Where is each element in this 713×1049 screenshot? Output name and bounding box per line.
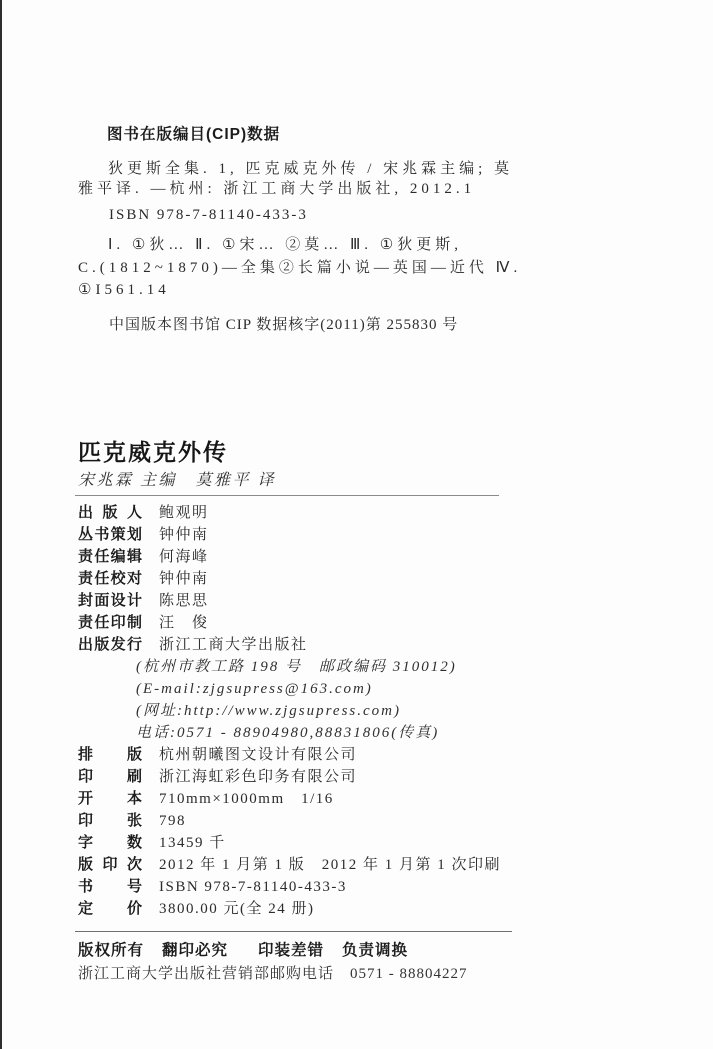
- cip-description-line: 雅平译. —杭州: 浙江工商大学出版社, 2012.1: [78, 181, 476, 197]
- colophon-row: [78, 568, 638, 590]
- colophon-label: 封面设计: [78, 592, 142, 609]
- colophon-label: 定价: [78, 900, 142, 917]
- colophon-label: 印张: [78, 812, 142, 829]
- colophon-value: 何海峰: [159, 549, 209, 565]
- notice-part: 印装差错: [258, 942, 325, 959]
- colophon-label: 开本: [78, 790, 142, 807]
- publisher-detail-line: (网址:http://www.zjgsupress.com): [136, 703, 401, 719]
- book-title: 匹克威克外传: [78, 439, 228, 465]
- notice-part: 翻印必究: [162, 942, 229, 959]
- colophon-label: 字数: [78, 834, 142, 851]
- colophon-value: 710mm×1000mm 1/16: [159, 791, 334, 807]
- colophon-row: [78, 546, 638, 568]
- colophon-label: 版印次: [78, 856, 142, 873]
- colophon-row: [78, 590, 638, 612]
- cip-block: [78, 122, 578, 335]
- colophon-label: 责任编辑: [78, 548, 142, 565]
- colophon-row: [78, 766, 638, 788]
- cip-record-number: 中国版本图书馆 CIP 数据核字(2011)第 255830 号: [109, 316, 459, 333]
- colophon-row: [78, 744, 638, 766]
- cip-description: [78, 159, 578, 199]
- colophon-value: 钟仲南: [159, 571, 209, 587]
- colophon-label: 出版发行: [78, 636, 142, 653]
- colophon-label: 责任校对: [78, 570, 142, 587]
- colophon-value: 杭州朝曦图文设计有限公司: [159, 747, 358, 763]
- colophon-value: 浙江海虹彩色印务有限公司: [159, 769, 358, 785]
- colophon-row: [78, 898, 638, 920]
- publisher-detail-line: (杭州市教工路 198 号 邮政编码 310012): [136, 659, 457, 675]
- notice-part: 负责调换: [342, 942, 409, 959]
- cip-heading: 图书在版编目(CIP)数据: [107, 126, 281, 143]
- cip-description-line: 狄更斯全集. 1, 匹克威克外传 / 宋兆霖主编; 莫: [108, 161, 514, 177]
- mail-order-line: 浙江工商大学出版社营销部邮购电话 0571 - 88804227: [78, 966, 468, 982]
- scan-left-edge: [0, 0, 2, 1049]
- colophon-value: 3800.00 元(全 24 册): [159, 901, 315, 917]
- publisher-detail-line: 电话:0571 - 88904980,88831806(传真): [136, 725, 440, 741]
- colophon-value: 陈思思: [159, 593, 209, 609]
- publisher-detail-line: (E-mail:zjgsupress@163.com): [136, 681, 373, 697]
- colophon-row: [78, 502, 638, 524]
- colophon-value: 鲍观明: [159, 505, 209, 521]
- cip-classification-line: Ⅰ. ①狄… Ⅱ. ①宋… ②莫… Ⅲ. ①狄更斯,: [108, 237, 462, 253]
- colophon-value: ISBN 978-7-81140-433-3: [159, 879, 347, 895]
- colophon-value: 浙江工商大学出版社: [159, 637, 308, 653]
- colophon-label: 排版: [78, 746, 142, 763]
- colophon-row: [78, 854, 638, 876]
- colophon-row: [78, 634, 638, 656]
- cip-classification-line: ①I561.14: [78, 282, 170, 298]
- colophon-row: [78, 524, 638, 546]
- colophon-label: 责任印制: [78, 614, 142, 631]
- colophon-label: 出版人: [78, 504, 142, 521]
- divider-rule-top: [75, 495, 499, 496]
- colophon-row: [78, 832, 638, 854]
- colophon-label: 书号: [78, 878, 142, 895]
- colophon-list: [78, 502, 638, 920]
- book-byline: 宋兆霖 主编 莫雅平 译: [78, 472, 277, 489]
- colophon-value: 13459 千: [159, 835, 226, 851]
- colophon-label: 印刷: [78, 768, 142, 785]
- copyright-notice: [78, 938, 408, 960]
- cip-isbn: ISBN 978-7-81140-433-3: [109, 207, 308, 223]
- divider-rule-bottom: [75, 931, 512, 932]
- colophon-value: 2012 年 1 月第 1 版 2012 年 1 月第 1 次印刷: [159, 857, 502, 873]
- colophon-value: 798: [159, 813, 186, 829]
- notice-part: 版权所有: [78, 942, 145, 959]
- cip-classification: [78, 234, 578, 302]
- colophon-label: 丛书策划: [78, 526, 142, 543]
- colophon-row: [78, 788, 638, 810]
- colophon-row: [78, 876, 638, 898]
- colophon-value: 钟仲南: [159, 527, 209, 543]
- cip-classification-line: C.(1812~1870)—全集②长篇小说—英国—近代 Ⅳ.: [78, 259, 522, 276]
- colophon-row: [78, 612, 638, 634]
- colophon-row: [78, 810, 638, 832]
- colophon-value: 汪 俊: [159, 615, 209, 631]
